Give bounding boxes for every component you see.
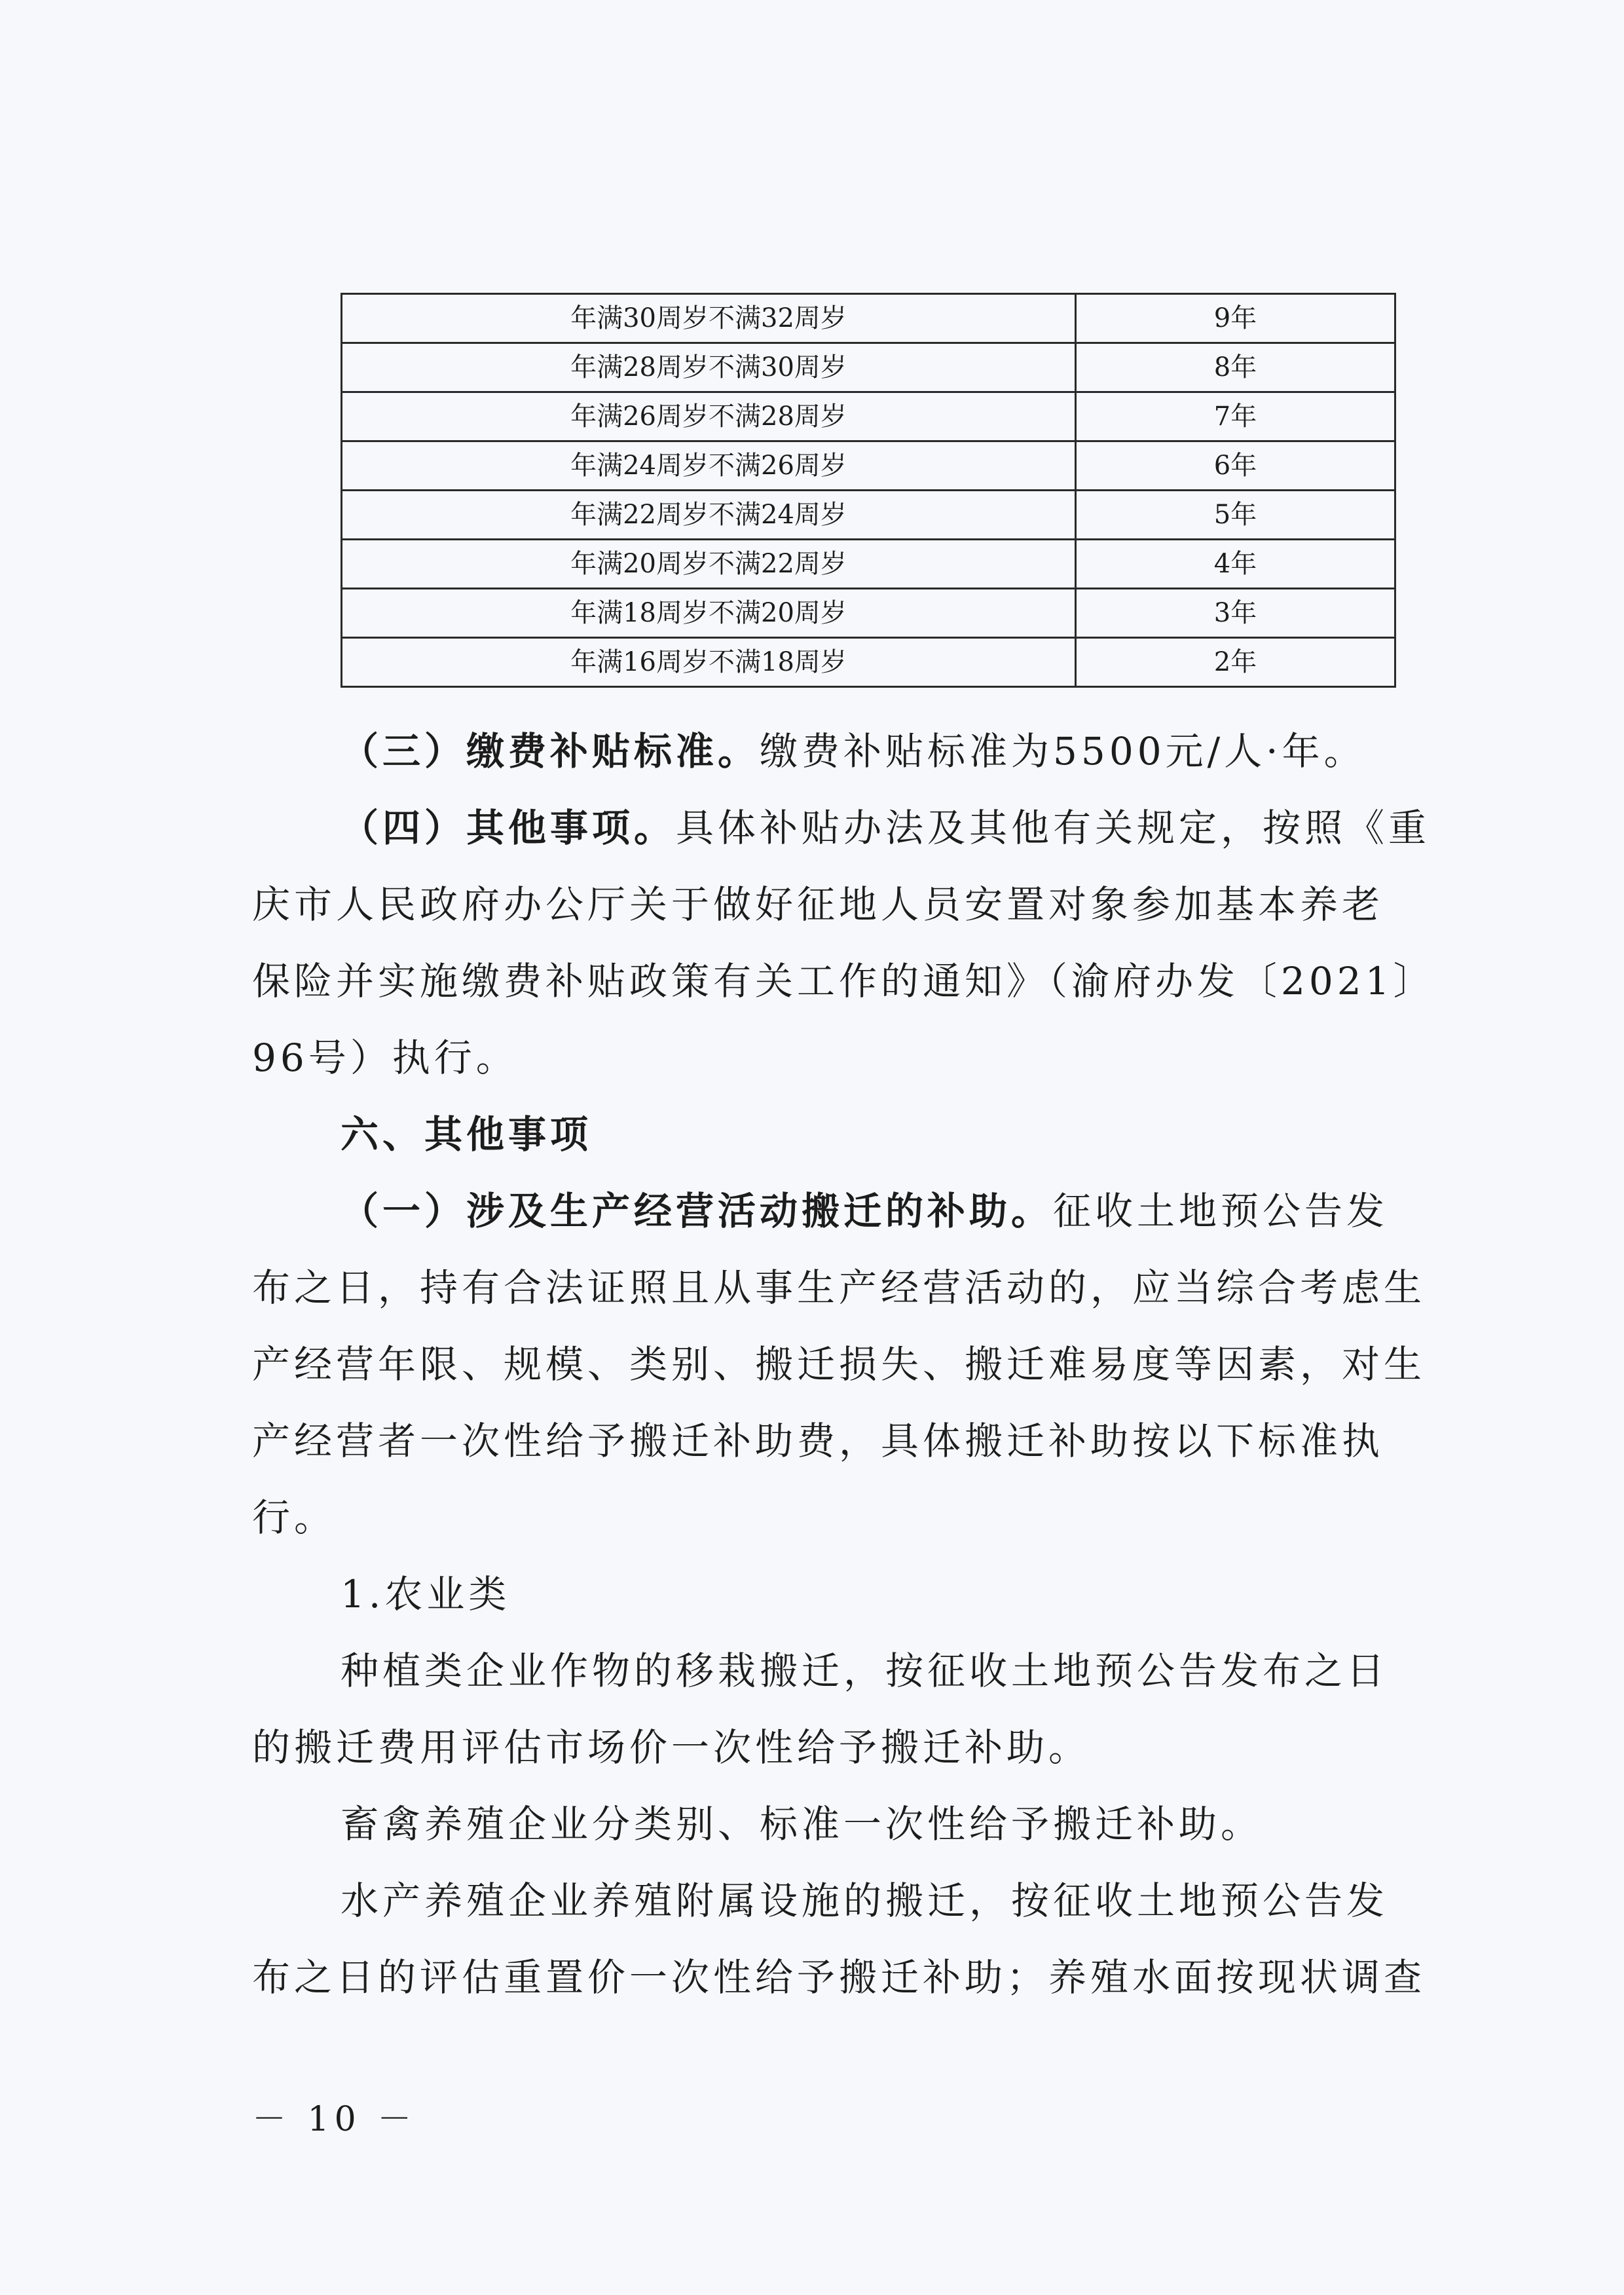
age-years-table	[341, 293, 1396, 688]
section-4-text: 具体补贴办法及其他有关规定，按照《重	[676, 806, 1431, 850]
age-range-cell: 年满20周岁不满22周岁	[342, 540, 1076, 589]
agriculture-title: 1.农业类	[341, 1572, 511, 1616]
table-row	[342, 540, 1395, 589]
heading-6: 六、其他事项	[341, 1112, 593, 1157]
age-range-cell: 年满24周岁不满26周岁	[342, 441, 1076, 491]
table-body	[342, 294, 1395, 687]
section-3-paragraph	[341, 729, 1457, 774]
table-row	[342, 441, 1395, 491]
section-4-line-4: 96号）执行。	[252, 1036, 518, 1080]
years-cell: 6年	[1076, 441, 1395, 491]
section-3-text: 缴费补贴标准为5500元/人·年。	[760, 729, 1366, 774]
agriculture-p3-line-2: 布之日的评估重置价一次性给予搬迁补助；养殖水面按现状调查	[252, 1955, 1426, 2000]
subsection-1-title: （一）涉及生产经营活动搬迁的补助。	[341, 1189, 1054, 1233]
years-cell: 7年	[1076, 392, 1395, 441]
age-range-cell: 年满30周岁不满32周岁	[342, 294, 1076, 343]
subsection-1-line-4: 产经营者一次性给予搬迁补助费，具体搬迁补助按以下标准执	[252, 1419, 1384, 1463]
table-row	[342, 638, 1395, 687]
section-4-title: （四）其他事项。	[341, 806, 676, 850]
age-range-cell: 年满18周岁不满20周岁	[342, 589, 1076, 638]
section-4-line-2: 庆市人民政府办公厅关于做好征地人员安置对象参加基本养老	[252, 882, 1384, 927]
table-row	[342, 491, 1395, 540]
age-range-cell: 年满22周岁不满24周岁	[342, 491, 1076, 540]
years-cell: 9年	[1076, 294, 1395, 343]
table-row	[342, 589, 1395, 638]
years-cell: 8年	[1076, 343, 1395, 392]
agriculture-p1-line-1: 种植类企业作物的移栽搬迁，按征收土地预公告发布之日	[341, 1649, 1389, 1693]
section-3-title: （三）缴费补贴标准。	[341, 729, 760, 774]
years-cell: 2年	[1076, 638, 1395, 687]
years-cell: 4年	[1076, 540, 1395, 589]
subsection-1-line-3: 产经营年限、规模、类别、搬迁损失、搬迁难易度等因素，对生	[252, 1342, 1426, 1387]
subsection-1-line-2: 布之日，持有合法证照且从事生产经营活动的，应当综合考虑生	[252, 1265, 1426, 1310]
years-cell: 3年	[1076, 589, 1395, 638]
years-cell: 5年	[1076, 491, 1395, 540]
agriculture-p2: 畜禽养殖企业分类别、标准一次性给予搬迁补助。	[341, 1802, 1263, 1846]
section-4-line-3: 保险并实施缴费补贴政策有关工作的通知》（渝府办发〔2021〕	[252, 959, 1435, 1003]
subsection-1-line-1	[341, 1189, 1457, 1233]
agriculture-p3-line-1: 水产养殖企业养殖附属设施的搬迁，按征收土地预公告发	[341, 1878, 1389, 1923]
page-number: － 10 －	[252, 2100, 417, 2139]
subsection-1-text: 征收土地预公告发	[1053, 1189, 1389, 1233]
age-range-cell: 年满28周岁不满30周岁	[342, 343, 1076, 392]
table-row	[342, 343, 1395, 392]
table-row	[342, 294, 1395, 343]
age-range-cell: 年满16周岁不满18周岁	[342, 638, 1076, 687]
age-range-cell: 年满26周岁不满28周岁	[342, 392, 1076, 441]
section-4-line-1	[341, 806, 1457, 850]
subsection-1-line-5: 行。	[252, 1495, 337, 1540]
agriculture-p1-line-2: 的搬迁费用评估市场价一次性给予搬迁补助。	[252, 1725, 1091, 1770]
table-row	[342, 392, 1395, 441]
